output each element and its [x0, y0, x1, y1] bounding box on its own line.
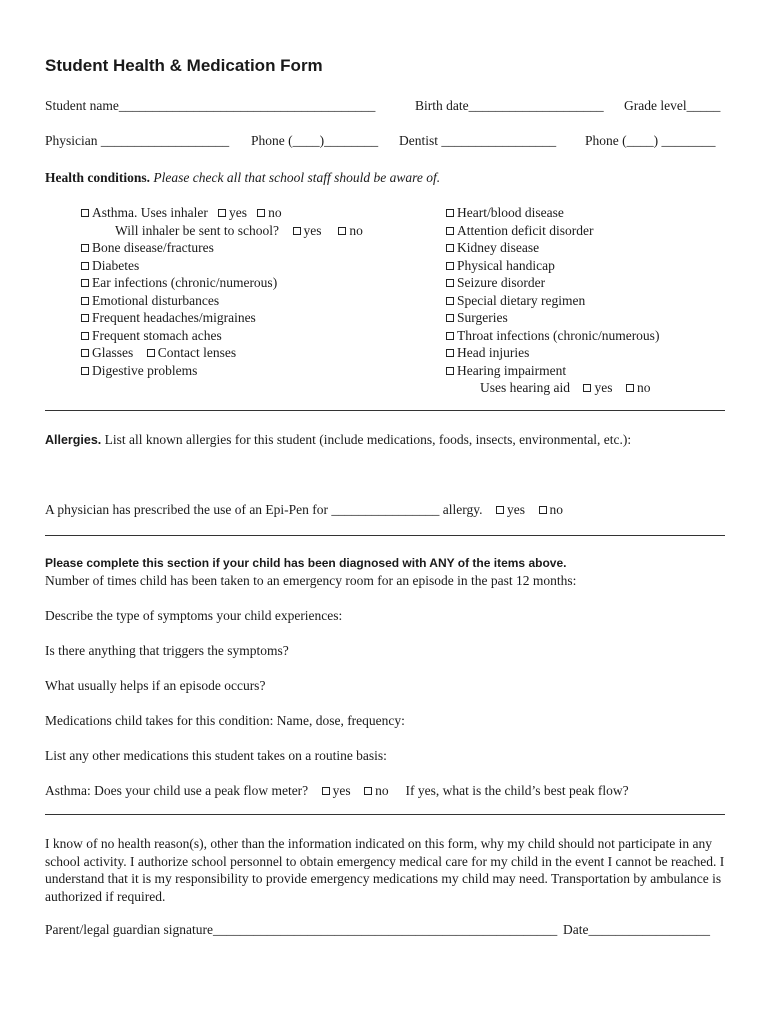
condition-label: Special dietary regimen — [457, 293, 586, 308]
checkbox[interactable] — [446, 349, 454, 357]
checkbox[interactable] — [446, 227, 454, 235]
other-medications-question[interactable]: List any other medications this student takes on a routine basis: — [45, 748, 387, 763]
condition-label: Hearing impairment — [457, 363, 567, 378]
condition-item — [446, 240, 539, 256]
checkbox[interactable] — [81, 262, 89, 270]
checkbox[interactable] — [446, 297, 454, 305]
checkbox-hearing-no[interactable] — [626, 384, 634, 392]
checkbox[interactable] — [446, 367, 454, 375]
condition-label: Physical handicap — [457, 258, 555, 273]
condition-label: Emotional disturbances — [92, 293, 220, 308]
checkbox-epipen-no[interactable] — [539, 506, 547, 514]
section-heading: Please complete this section if your child has been diagnosed with ANY of the items above. — [45, 556, 567, 570]
consent-statement: I know of no health reason(s), other than the information indicated on this form, why my child should not participate in any school activity. I authorize school personnel to obtain emergency medical care for my child in the event I cannot be reached. I understand that it is my responsibility to provide emergency medications my child may need. Transportation by ambulance is authorized if required. — [45, 836, 725, 904]
condition-item — [81, 363, 197, 379]
condition-item — [446, 223, 593, 239]
checkbox[interactable] — [446, 314, 454, 322]
condition-asthma — [81, 205, 282, 221]
checkbox-peak-no[interactable] — [364, 787, 372, 795]
condition-item — [446, 293, 585, 309]
condition-item — [446, 275, 545, 291]
condition-glasses — [81, 345, 236, 361]
condition-item — [446, 205, 564, 221]
health-conditions-heading — [45, 170, 440, 186]
allergies-text: List all known allergies for this student (include medications, foods, insects, environmental, etc.): — [104, 432, 632, 447]
checkbox[interactable] — [81, 332, 89, 340]
contacts-label: Contact lenses — [157, 345, 237, 360]
triggers-question[interactable]: Is there anything that triggers the symptoms? — [45, 643, 289, 658]
yes-label: yes — [507, 502, 526, 517]
condition-label: Diabetes — [92, 258, 140, 273]
checkbox-sent-no[interactable] — [338, 227, 346, 235]
condition-label: Digestive problems — [92, 363, 198, 378]
condition-label: Heart/blood disease — [457, 205, 564, 220]
condition-item — [81, 275, 277, 291]
epipen-label[interactable]: A physician has prescribed the use of an Epi-Pen for ________________ allergy. — [45, 502, 483, 517]
yes-label: yes — [594, 380, 613, 395]
no-label: no — [636, 380, 651, 395]
checkbox-hearing-yes[interactable] — [583, 384, 591, 392]
checkbox-peak-yes[interactable] — [322, 787, 330, 795]
condition-item — [446, 345, 529, 361]
condition-item — [81, 328, 222, 344]
physician-field[interactable]: Physician ___________________ — [45, 133, 230, 148]
section-divider — [45, 410, 725, 411]
checkbox-inhaler-yes[interactable] — [218, 209, 226, 217]
condition-label: Ear infections (chronic/numerous) — [92, 275, 278, 290]
checkbox-inhaler-no[interactable] — [257, 209, 265, 217]
physician-phone-field[interactable]: Phone (____)________ — [251, 133, 379, 148]
peak-flow-label: Asthma: Does your child use a peak flow meter? — [45, 783, 309, 798]
condition-label: Bone disease/fractures — [92, 240, 214, 255]
health-instruction: Please check all that school staff should be aware of. — [153, 170, 441, 185]
condition-medications-question[interactable]: Medications child takes for this condition: Name, dose, frequency: — [45, 713, 405, 728]
checkbox[interactable] — [81, 279, 89, 287]
symptoms-question[interactable]: Describe the type of symptoms your child experiences: — [45, 608, 343, 623]
checkbox[interactable] — [446, 244, 454, 252]
checkbox[interactable] — [446, 262, 454, 270]
condition-item — [81, 240, 214, 256]
student-name-field[interactable]: Student name______________________________________ — [45, 98, 376, 113]
grade-level-field[interactable]: Grade level_____ — [624, 98, 721, 113]
form-title: Student Health & Medication Form — [45, 56, 323, 75]
yes-label: yes — [332, 783, 351, 798]
condition-label: Surgeries — [457, 310, 508, 325]
no-label: no — [349, 223, 363, 238]
no-label: no — [375, 783, 389, 798]
checkbox[interactable] — [446, 332, 454, 340]
condition-item — [446, 328, 659, 344]
condition-item — [446, 363, 566, 379]
condition-label: Frequent stomach aches — [92, 328, 222, 343]
section-divider — [45, 535, 725, 536]
yes-label: yes — [228, 205, 247, 220]
hearing-aid-label: Uses hearing aid — [480, 380, 570, 395]
yes-label: yes — [303, 223, 322, 238]
episode-help-question[interactable]: What usually helps if an episode occurs? — [45, 678, 266, 693]
condition-label: Throat infections (chronic/numerous) — [457, 328, 660, 343]
epipen-question — [45, 502, 563, 518]
checkbox[interactable] — [81, 314, 89, 322]
checkbox[interactable] — [446, 209, 454, 217]
allergies-heading: Allergies. — [45, 433, 102, 447]
checkbox[interactable] — [446, 279, 454, 287]
condition-label: Frequent headaches/migraines — [92, 310, 256, 325]
glasses-label: Glasses — [92, 345, 134, 360]
condition-item — [81, 310, 256, 326]
checkbox[interactable] — [81, 244, 89, 252]
checkbox-sent-yes[interactable] — [293, 227, 301, 235]
inhaler-sent-question — [115, 223, 363, 239]
inhaler-sent-label: Will inhaler be sent to school? — [115, 223, 280, 238]
checkbox[interactable] — [81, 367, 89, 375]
condition-label: Attention deficit disorder — [457, 223, 594, 238]
signature-field[interactable]: Parent/legal guardian signature___________________________________________________ — [45, 922, 558, 937]
no-label: no — [549, 502, 564, 517]
condition-item — [446, 310, 508, 326]
peak-flow-followup[interactable]: If yes, what is the child’s best peak flow? — [405, 783, 629, 798]
hearing-aid-question — [480, 380, 650, 396]
asthma-label: Asthma. Uses inhaler — [92, 205, 208, 220]
checkbox-glasses[interactable] — [81, 349, 89, 357]
condition-label: Seizure disorder — [457, 275, 546, 290]
checkbox-contacts[interactable] — [147, 349, 155, 357]
checkbox[interactable] — [81, 209, 89, 217]
er-visits-question[interactable]: Number of times child has been taken to an emergency room for an episode in the past 12 months: — [45, 573, 577, 588]
birth-date-field[interactable]: Birth date____________________ — [415, 98, 604, 113]
dentist-phone-field[interactable]: Phone (____) ________ — [585, 133, 716, 148]
signature-date-field[interactable]: Date__________________ — [563, 922, 710, 937]
allergies-prompt — [45, 432, 631, 448]
condition-item — [81, 293, 219, 309]
checkbox[interactable] — [81, 297, 89, 305]
condition-item — [446, 258, 555, 274]
dentist-field[interactable]: Dentist _________________ — [399, 133, 557, 148]
health-heading-label: Health conditions. — [45, 170, 151, 185]
condition-item — [81, 258, 139, 274]
peak-flow-question — [45, 783, 629, 799]
no-label: no — [268, 205, 282, 220]
section-divider — [45, 814, 725, 815]
condition-label: Head injuries — [457, 345, 530, 360]
condition-label: Kidney disease — [457, 240, 540, 255]
checkbox-epipen-yes[interactable] — [496, 506, 504, 514]
